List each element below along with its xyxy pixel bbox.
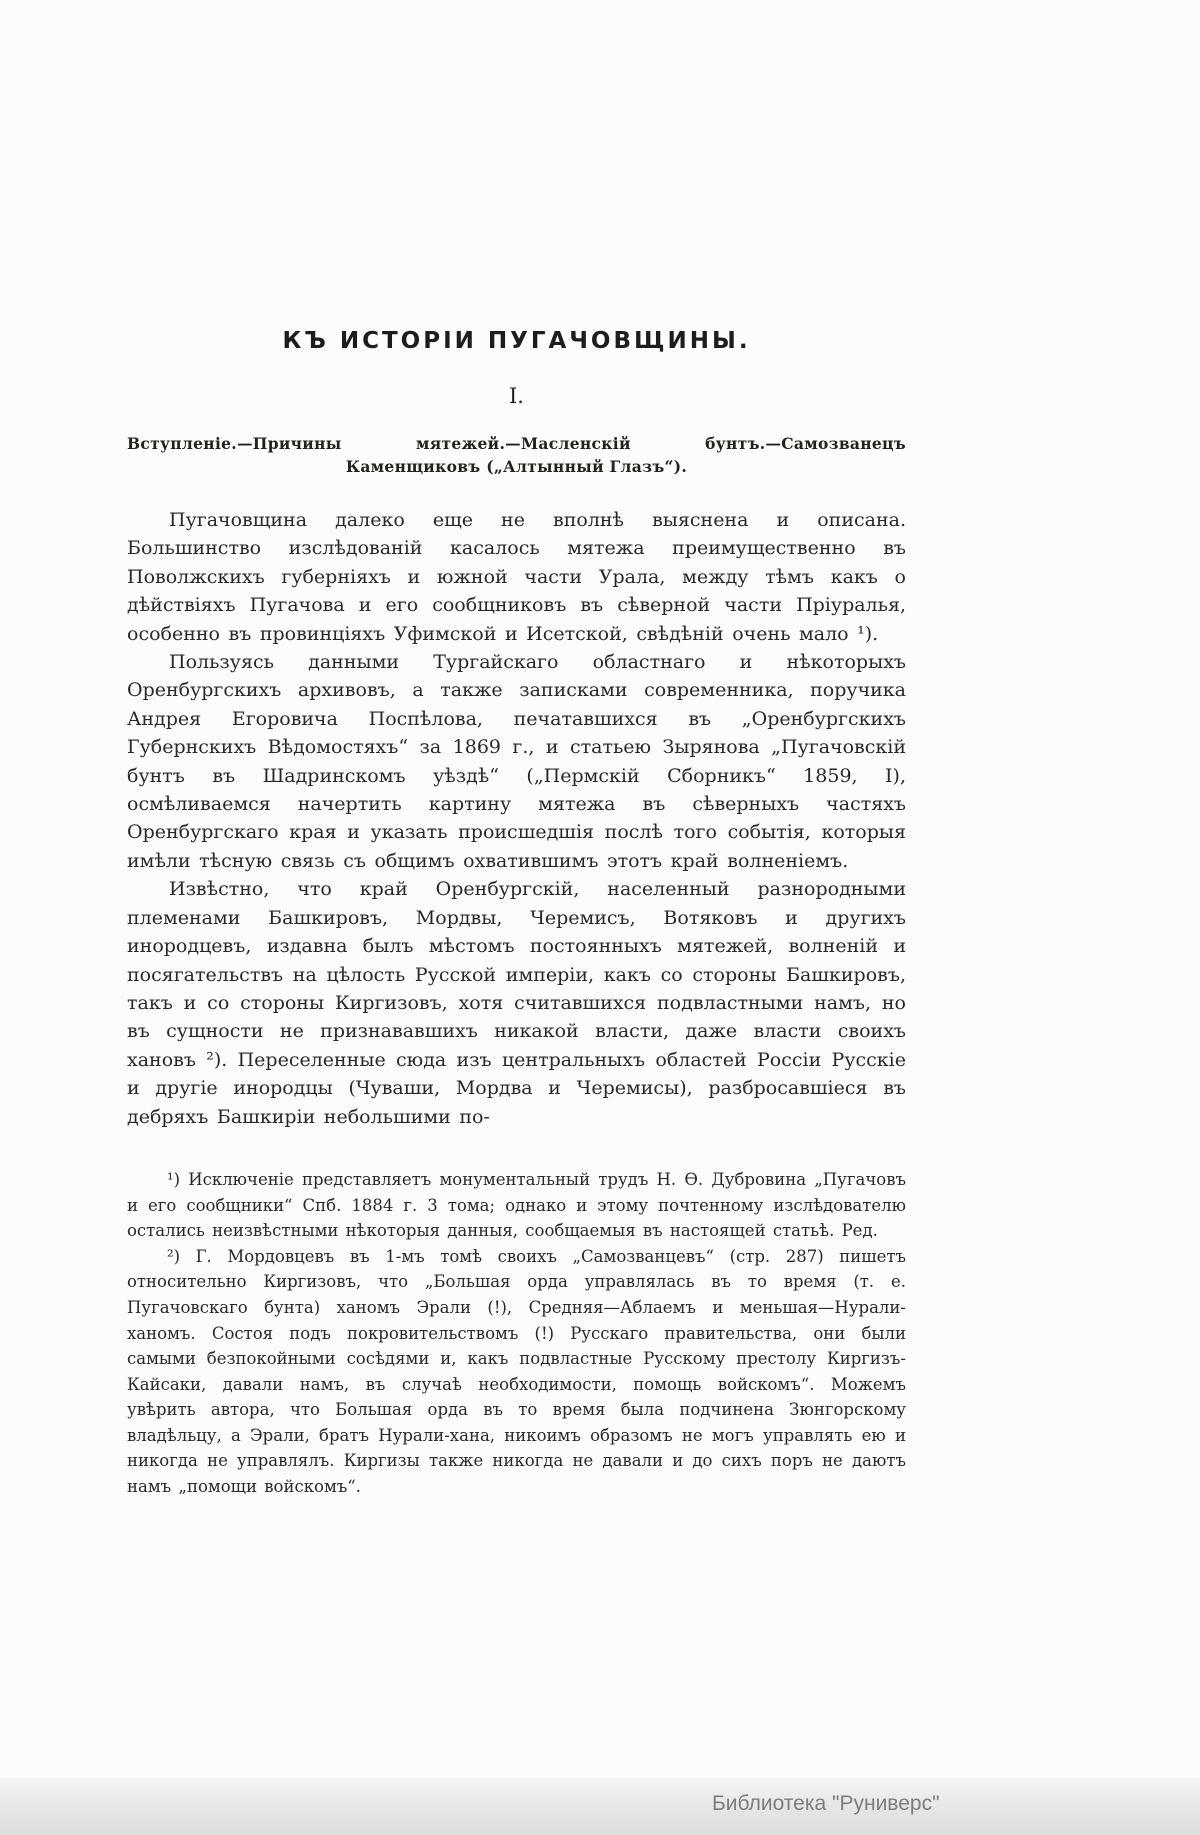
scan-footer (0, 1778, 1200, 1835)
library-watermark: Библиотека "Руниверс" (712, 1792, 940, 1815)
paragraph: Пугачовщина далеко еще не вполнѣ выяснена и описана. Большинство изслѣдованій касалось мятежа преимущественно въ Поволжскихъ губерніяхъ и южной части Урала, между тѣмъ какъ о дѣйствіяхъ Пугачова и его сообщниковъ въ сѣверной части Пріуралья, особенно въ провинціяхъ Уфимской и Исетской, свѣдѣній очень мало ¹). (127, 509, 906, 645)
page-title: КЪ ИСТОРІИ ПУГАЧОВЩИНЫ. (282, 328, 751, 354)
page-content (127, 328, 906, 1500)
paragraph: Извѣстно, что край Оренбургскій, населенный разнородными племенами Башкировъ, Мордвы, Черемисъ, Вотяковъ и другихъ инородцевъ, издавна былъ мѣстомъ постоянныхъ мятежей, волненій и посягательствъ на цѣлость Русской имперіи, какъ со стороны Башкировъ, такъ и со стороны Киргизовъ, хотя считавшихся подвластными намъ, но въ сущности не признававшихъ никакой власти, даже власти своихъ хановъ ²). Переселенные сюда изъ центральныхъ областей Россіи Русскіе и другіе инородцы (Чуваши, Мордва и Черемисы), разбросавшіеся въ дебряхъ Башкиріи небольшими по- (127, 878, 906, 1128)
paragraph: Пользуясь данными Тургайскаго областнаго и нѣкоторыхъ Оренбургскихъ архивовъ, а также записками современника, поручика Андрея Егоровича Поспѣлова, печатавшихся въ „Оренбургскихъ Губернскихъ Вѣдомостяхъ“ за 1869 г., и статьею Зырянова „Пугачовскій бунтъ въ Шадринскомъ уѣздѣ“ („Пермскій Сборникъ“ 1859, I), осмѣливаемся начертить картину мятежа въ сѣверныхъ частяхъ Оренбургскаго края и указать происшедшія послѣ того событія, которыя имѣли тѣсную связь съ общимъ охватившимъ этотъ край волненіемъ. (127, 651, 906, 872)
chapter-summary: Вступленіе.—Причины мятежей.—Масленскій бунтъ.—Самозванецъ Каменщиковъ („Алтынный Глазъ“). (127, 434, 906, 476)
chapter-number: I. (509, 384, 524, 408)
footnote-2: ²) Г. Мордовцевъ въ 1-мъ томѣ своихъ „Самозванцевъ“ (стр. 287) пишетъ относительно Киргизовъ, что „Большая орда управлялась въ то время (т. е. Пугачовскаго бунта) ханомъ Эрали (!), Средняя—Аблаемъ и меньшая—Нурали-ханомъ. Состоя подъ покровительствомъ (!) Русскаго правительства, они были самыми безпокойными сосѣдями и, какъ подвластные Русскому престолу Киргизъ-Кайсаки, давали намъ, въ случаѣ необходимости, помощь войскомъ“. Можемъ увѣрить автора, что Большая орда въ то время была подчинена Зюнгорскому владѣльцу, а Эрали, братъ Нурали-хана, никоимъ образомъ не могъ управлять ею и никогда не управлялъ. Киргизы также никогда не давали и до сихъ поръ не даютъ намъ „помощи войскомъ“. (127, 1246, 906, 1497)
footnote-1: ¹) Исключеніе представляетъ монументальный трудъ Н. Ѳ. Дубровина „Пугачовъ и его сообщники“ Спб. 1884 г. 3 тома; однако и этому почтенному изслѣдователю остались неизвѣстными нѣкоторыя данныя, сообщаемыя въ настоящей статьѣ. Ред. (127, 1169, 906, 1241)
footnotes-section (127, 1167, 906, 1500)
